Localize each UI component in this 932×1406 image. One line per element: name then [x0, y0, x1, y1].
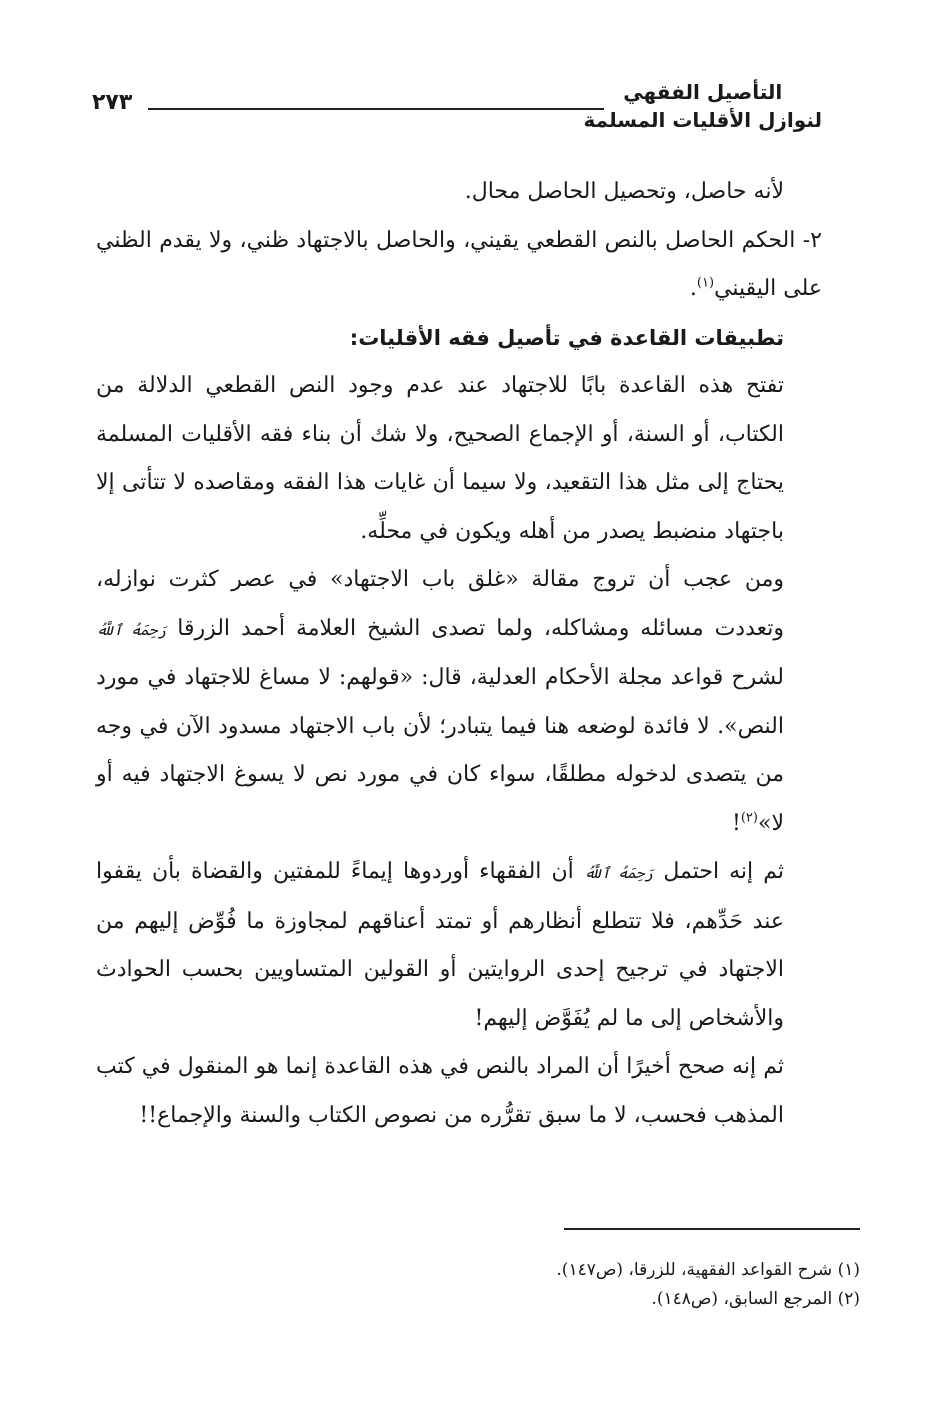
paragraph-1: لأنه حاصل، وتحصيل الحاصل محال.	[464, 179, 784, 204]
running-header	[92, 78, 822, 144]
body-text	[96, 168, 822, 1140]
paragraph-5-text-a: ثم إنه احتمل	[663, 859, 785, 884]
paragraph-4-text-a: ومن عجب أن تروج مقالة «غلق باب الاجتهاد» في عصر كثرت نوازله، وتعددت مسائله ومشاكله، ولما تصدى الشيخ العلامة أحمد الزرقا	[96, 567, 784, 641]
paragraph-4	[96, 556, 822, 848]
footnote-divider	[564, 1228, 860, 1230]
numbered-item-2: ٢- الحكم الحاصل بالنص القطعي يقيني، والحاصل بالاجتهاد ظني، ولا يقدم الظني على اليقيني$^{(١)}$.	[96, 227, 822, 301]
paragraph-6: ثم إنه صحح أخيرًا أن المراد بالنص في هذه القاعدة إنما هو المنقول في كتب المذهب فحسب، لا ما سبق تقرُّره من نصوص الكتاب والسنة والإجماع!!	[96, 1054, 784, 1128]
honorific-glyph-2: رَحِمَهُ ٱللَّهُ	[583, 864, 654, 882]
book-title-line-1: التأصيل الفقهي	[623, 80, 783, 104]
paragraph-4-text-b: لشرح قواعد مجلة الأحكام العدلية، قال: «قولهم: لا مساغ للاجتهاد في مورد النص». لا فائدة لوضعه هنا فيما يتبادر؛ لأن باب الاجتهاد مسدود الآن في وجه من يتصدى لدخوله مطلقًا، سواء كان في مورد نص لا يسوغ الاجتهاد فيه أو لا»	[96, 665, 784, 836]
honorific-glyph: رَحِمَهُ ٱللَّهُ	[96, 620, 167, 639]
section-heading: تطبيقات القاعدة في تأصيل فقه الأقليات:	[349, 325, 784, 350]
book-title-line-2: لنوازل الأقليات المسلمة	[583, 108, 822, 132]
footnote-1: (١) شرح القواعد الفقهية، للزرقا، (ص١٤٧).	[556, 1260, 860, 1280]
footnote-ref-1[interactable]: (١)	[696, 275, 715, 291]
footnote-2: (٢) المرجع السابق، (ص١٤٨).	[651, 1289, 860, 1309]
footnote-ref-2[interactable]: (٢)	[740, 810, 758, 826]
paragraph-5	[96, 848, 822, 1043]
footnotes	[100, 1256, 860, 1314]
numbered-item-2-text: ٢- الحكم الحاصل بالنص القطعي يقيني، والحاصل بالاجتهاد ظني، ولا يقدم الظني على اليقيني	[96, 227, 822, 301]
paragraph-5-text-b: أن الفقهاء أوردوها إيماءً للمفتين والقضاة بأن يقفوا عند حَدِّهم، فلا تتطلع أنظارهم أو تمتد أعناقهم لمجاوزة ما فُوِّض إليهم من الاجتهاد في ترجيح إحدى الروايتين أو القولين المتساويين بحسب الحوادث والأشخاص إلى ما لم يُفَوَّض إليهم!	[96, 859, 784, 1031]
paragraph-4-end: !	[732, 810, 741, 836]
paragraph-3: تفتح هذه القاعدة بابًا للاجتهاد عند عدم وجود النص القطعي الدلالة من الكتاب، أو السنة، أو الإجماع الصحيح، ولا شك أن بناء فقه الأقليات المسلمة يحتاج إلى مثل هذا التقعيد، ولا سيما أن غايات هذا الفقه ومقاصده لا تتأتى إلا باجتهاد منضبط يصدر من أهله ويكون في محلِّه.	[96, 373, 784, 544]
page-number: ٢٧٣	[92, 90, 133, 115]
header-divider	[148, 108, 604, 110]
book-title	[584, 78, 822, 134]
